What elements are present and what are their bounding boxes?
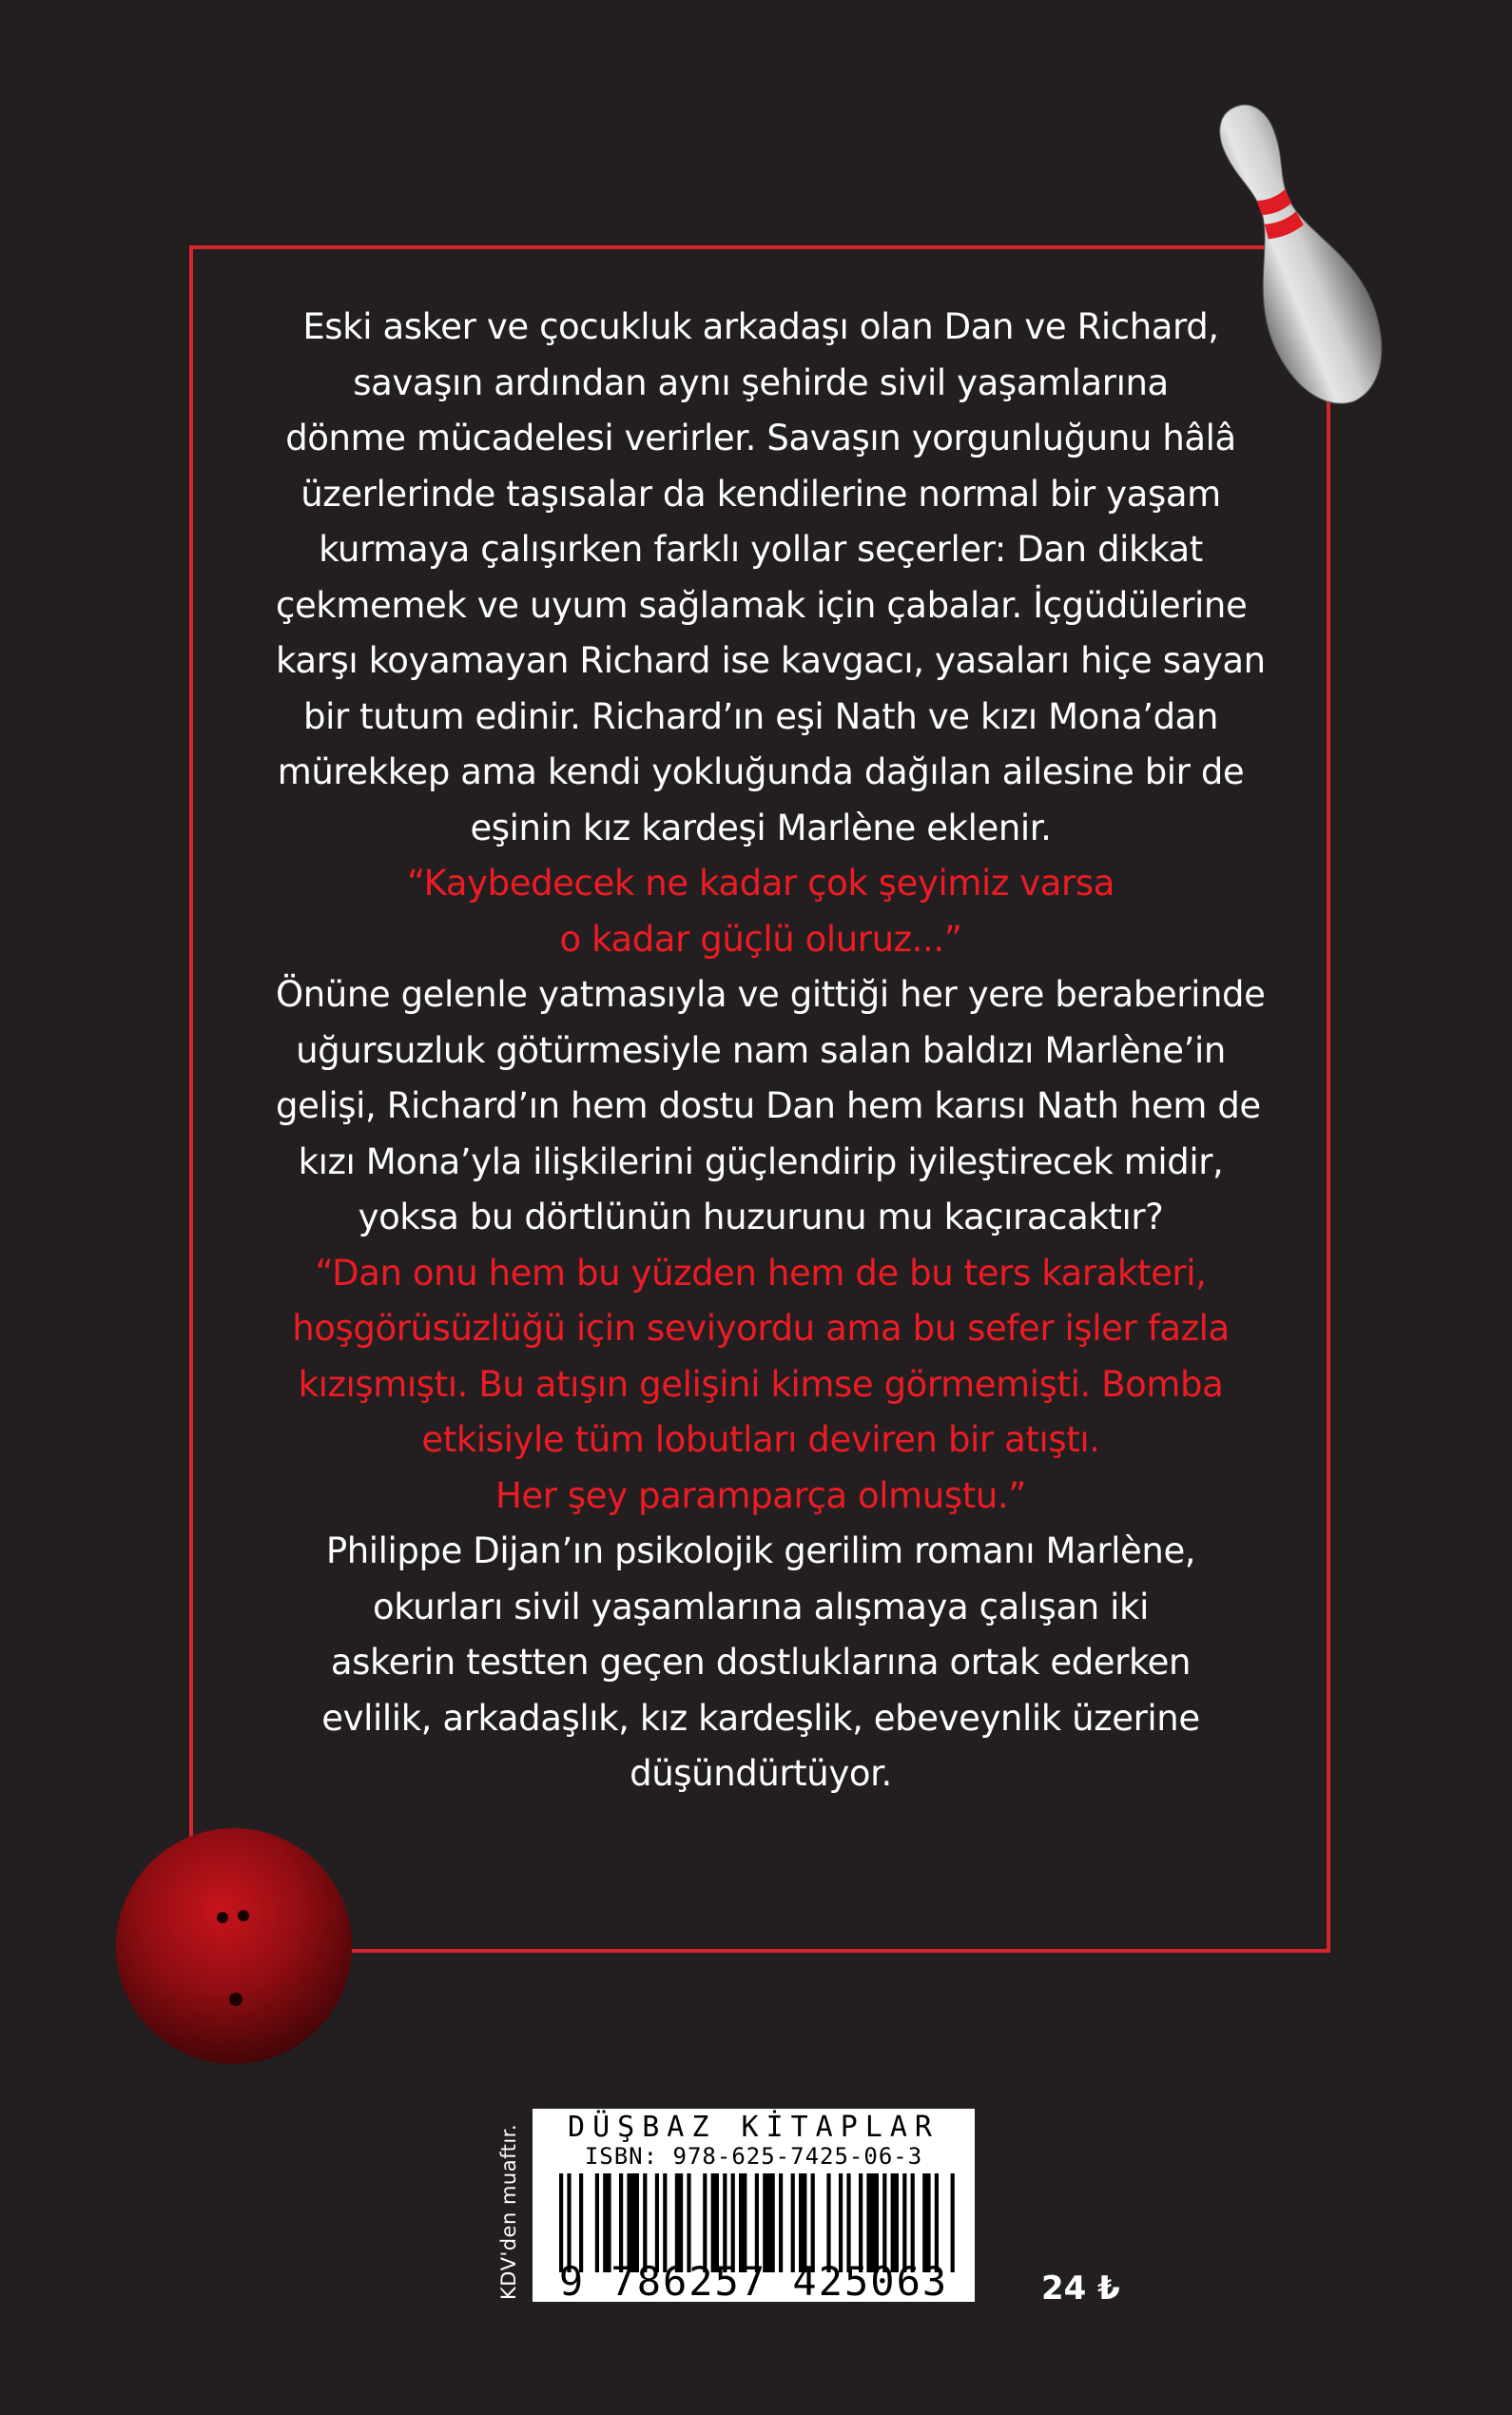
text-line: askerin testten geçen dostluklarına ortak ederken (330, 1642, 1192, 1683)
text-line: çekmemek ve uyum sağlamak için çabalar. İçgüdülerine (276, 584, 1248, 626)
quote-line: kızışmıştı. Bu atışın gelişini kimse görmemişti. Bomba (298, 1363, 1224, 1405)
quote-line: “Kaybedecek ne kadar çok şeyimiz varsa (407, 863, 1115, 904)
text-line: eşinin kız kardeşi Marlène eklenir. (470, 807, 1052, 848)
text-line: Philippe Dijan’ın psikolojik gerilim romanı Marlène, (325, 1530, 1196, 1571)
quote-line: Her şey paramparça olmuştu.” (494, 1474, 1027, 1516)
quote-line: hoşgörüsüzlüğü için seviyordu ama bu sefer işler fazla (292, 1308, 1230, 1349)
synopsis-paragraph-2 (276, 967, 1266, 1246)
synopsis-paragraph-1 (276, 300, 1266, 856)
text-line: yoksa bu dörtlünün huzurunu mu kaçıracaktır? (358, 1197, 1164, 1237)
quote-line: o kadar güçlü oluruz...” (559, 918, 962, 960)
text-line: karşı koyamayan Richard ise kavgacı, yasaları hiçe sayan (276, 640, 1266, 681)
isbn-barcode (533, 2109, 975, 2305)
quote-line: etkisiyle tüm lobutları deviren bir atıştı. (421, 1419, 1100, 1460)
text-line: savaşın ardından aynı şehirde sivil yaşamlarına (353, 361, 1169, 403)
text-line: gelişi, Richard’ın hem dostu Dan hem karısı Nath hem de (276, 1085, 1261, 1126)
text-line: okurları sivil yaşamlarına alışmaya çalışan iki (373, 1586, 1149, 1627)
back-cover-text (276, 300, 1266, 1802)
text-line: düşündürtüyor. (630, 1753, 892, 1794)
text-line: evlilik, arkadaşlık, kız kardeşlik, ebeveynlik üzerine (321, 1697, 1200, 1739)
isbn-text: ISBN: 978-625-7425-06-3 (584, 2143, 923, 2170)
tax-exempt-note: KDV'den muaftır. (497, 2123, 520, 2300)
text-line: kızı Mona’yla ilişkilerini güçlendirip iyileştirecek midir, (298, 1140, 1224, 1182)
text-line: dönme mücadelesi verirler. Savaşın yorgunluğunu hâlâ (285, 418, 1236, 458)
price-label: 24 ₺ (1041, 2269, 1120, 2308)
text-line: Eski asker ve çocukluk arkadaşı olan Dan ve Richard, (302, 306, 1219, 347)
text-line: uğursuzluk götürmesiyle nam salan baldızı Marlène’in (296, 1029, 1226, 1071)
barcode-number: 9 786257 425063 (558, 2258, 949, 2305)
text-line: bir tutum edinir. Richard’ın eşi Nath ve kızı Mona’dan (302, 695, 1218, 737)
text-line: Önüne gelenle yatmasıyla ve gittiği her yere beraberinde (276, 974, 1266, 1015)
text-line: üzerlerinde taşısalar da kendilerine normal bir yaşam (300, 473, 1221, 515)
text-line: mürekkep ama kendi yokluğunda dağılan ailesine bir de (277, 751, 1245, 792)
publisher-name: DÜŞBAZ KİTAPLAR (568, 2111, 940, 2144)
pull-quote-2 (276, 1246, 1246, 1525)
synopsis-paragraph-3 (276, 1524, 1246, 1802)
bowling-ball-icon (114, 1826, 354, 2066)
quote-line: “Dan onu hem bu yüzden hem de bu ters karakteri, (315, 1252, 1207, 1294)
pull-quote-1 (276, 856, 1246, 967)
text-line: kurmaya çalışırken farklı yollar seçerler: Dan dikkat (319, 529, 1203, 570)
barcode-stripe (951, 2173, 955, 2272)
